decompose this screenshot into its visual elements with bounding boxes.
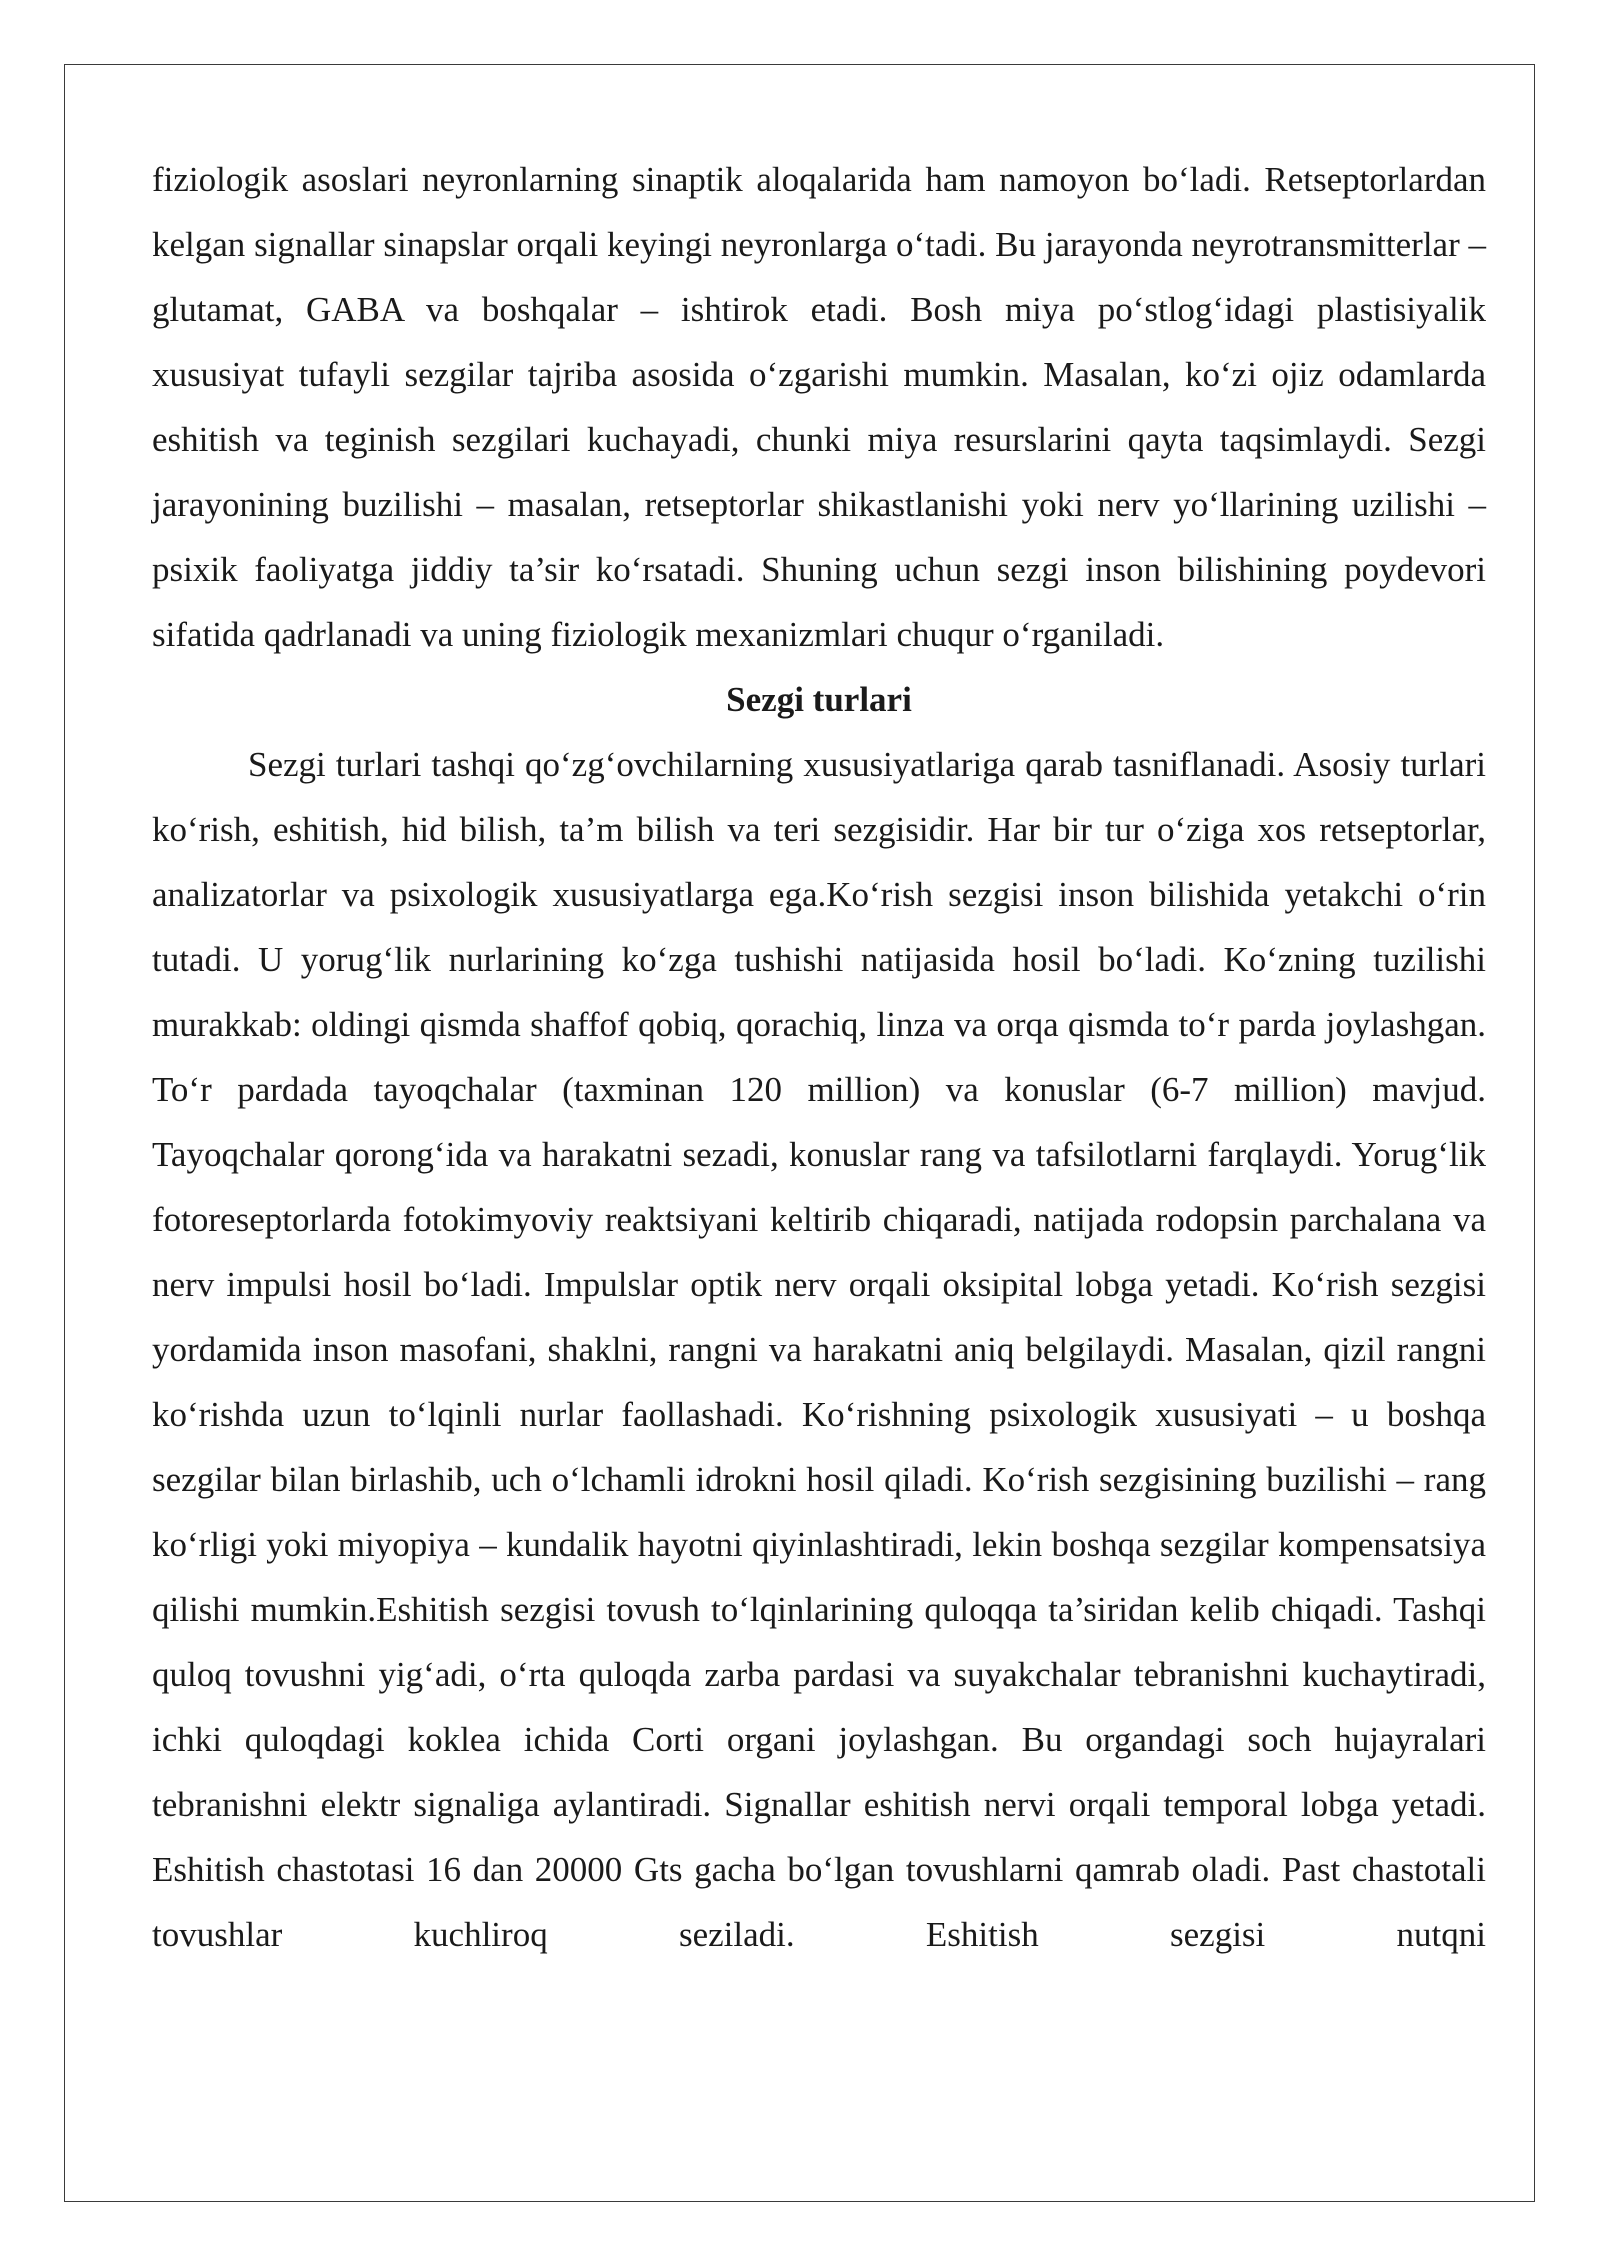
section-heading: Sezgi turlari bbox=[726, 680, 912, 719]
body-paragraph-1: fiziologik asoslari neyronlarning sinaptik aloqalarida ham namoyon bo‘ladi. Retseptorlardan kelgan signallar sinapslar orqali keyingi neyronlarga o‘tadi. Bu jarayonda neyrotransmitterlar – glutamat, GABA va boshqalar – ishtirok etadi. Bosh miya po‘stlog‘idagi plastisiyalik xususiyat tufayli sezgilar tajriba asosida o‘zgarishi mumkin. Masalan, ko‘zi ojiz odamlarda eshitish va teginish sezgilari kuchayadi, chunki miya resurslarini qayta taqsimlaydi. Sezgi jarayonining buzilishi – masalan, retseptorlar shikastlanishi yoki nerv yo‘llarining uzilishi – psixik faoliyatga jiddiy ta’sir ko‘rsatadi. Shuning uchun sezgi inson bilishining poydevori sifatida qadrlanadi va uning fiziologik mexanizmlari chuqur o‘rganiladi. bbox=[152, 160, 1486, 654]
body-paragraph-2: Sezgi turlari tashqi qo‘zg‘ovchilarning xususiyatlariga qarab tasniflanadi. Asosiy turlari ko‘rish, eshitish, hid bilish, ta’m bilish va teri sezgisidir. Har bir tur o‘ziga xos retseptorlar, analizatorlar va psixologik xususiyatlarga ega.Ko‘rish sezgisi inson bilishida yetakchi o‘rin tutadi. U yorug‘lik nurlarining ko‘zga tushishi natijasida hosil bo‘ladi. Ko‘zning tuzilishi murakkab: oldingi qismda shaffof qobiq, qorachiq, linza va orqa qismda to‘r parda joylashgan. To‘r pardada tayoqchalar (taxminan 120 million) va konuslar (6-7 million) mavjud. Tayoqchalar qorong‘ida va harakatni sezadi, konuslar rang va tafsilotlarni farqlaydi. Yorug‘lik fotoreseptorlarda fotokimyoviy reaktsiyani keltirib chiqaradi, natijada rodopsin parchalana va nerv impulsi hosil bo‘ladi. Impulslar optik nerv orqali oksipital lobga yetadi. Ko‘rish sezgisi yordamida inson masofani, shaklni, rangni va harakatni aniq belgilaydi. Masalan, qizil rangni ko‘rishda uzun to‘lqinli nurlar faollashadi. Ko‘rishning psixologik xususiyati – u boshqa sezgilar bilan birlashib, uch o‘lchamli idrokni hosil qiladi. Ko‘rish sezgisining buzilishi – rang ko‘rligi yoki miyopiya – kundalik hayotni qiyinlashtiradi, lekin boshqa sezgilar kompensatsiya qilishi mumkin.Eshitish sezgisi tovush to‘lqinlarining quloqqa ta’siridan kelib chiqadi. Tashqi quloq tovushni yig‘adi, o‘rta quloqda zarba pardasi va suyakchalar tebranishni kuchaytiradi, ichki quloqdagi koklea ichida Corti organi joylashgan. Bu organdagi soch hujayralari tebranishni elektr signaliga aylantiradi. Signallar eshitish nervi orqali temporal lobga yetadi. Eshitish chastotasi 16 dan 20000 Gts gacha bo‘lgan tovushlarni qamrab oladi. Past chastotali tovushlar kuchliroq seziladi. Eshitish sezgisi nutqni bbox=[152, 745, 1486, 1954]
document-body bbox=[152, 147, 1486, 1967]
